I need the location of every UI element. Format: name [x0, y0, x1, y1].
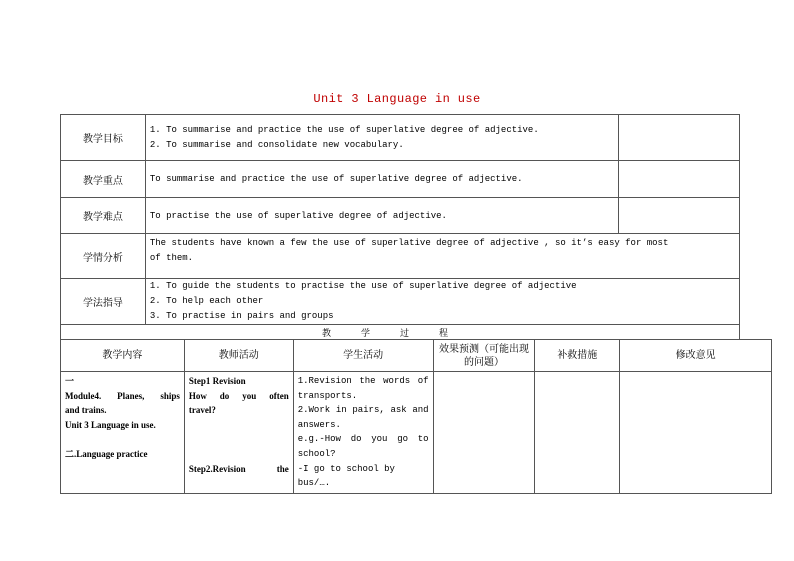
content-line-5 [65, 432, 180, 447]
header-student: 学生活动 [293, 340, 433, 372]
guidance-line-2: 2. To help each other [149, 296, 264, 306]
page-title: Unit 3 Language in use [313, 92, 481, 106]
label-difficulties: 教学难点 [61, 198, 146, 234]
process-body-row [61, 372, 772, 494]
student-line-7: -I go to school by bus/…. [297, 463, 395, 489]
process-header-row [61, 340, 772, 372]
student-line-1: 1.Revision the words of [297, 376, 429, 386]
student-line-3: 2.Work in pairs, ask and [297, 405, 429, 416]
content-cell [61, 372, 185, 494]
row-process-title [61, 325, 740, 340]
teacher-line-4 [189, 418, 289, 433]
process-title: 教学过程 [61, 325, 740, 340]
teacher-line-3: travel? [188, 405, 216, 416]
remedy-cell [535, 372, 620, 494]
process-table [60, 339, 772, 494]
header-remedy: 补救措施 [535, 340, 620, 372]
revision-cell [620, 372, 772, 494]
content-line-4: Unit 3 Language in use. [65, 419, 156, 430]
label-goals: 教学目标 [61, 115, 146, 161]
label-key-points: 教学重点 [61, 161, 146, 198]
goals-content [145, 115, 618, 161]
student-line-4: answers. [297, 419, 341, 430]
row-analysis [61, 234, 740, 279]
effect-cell [433, 372, 535, 494]
guidance-content [145, 279, 739, 325]
student-line-6: school? [297, 448, 336, 459]
header-effect [433, 340, 535, 372]
goals-line-2: 2. To summarise and consolidate new vocabulary. [149, 139, 404, 150]
key-points-extra [619, 161, 740, 198]
student-line-5: e.g.-How do you go to [297, 434, 429, 445]
difficulties-extra [619, 198, 740, 234]
student-cell [293, 372, 433, 494]
content-line-3: and trains. [65, 405, 107, 416]
row-difficulties [61, 198, 740, 234]
label-guidance: 学法指导 [61, 279, 146, 325]
header-teacher: 教师活动 [184, 340, 293, 372]
row-guidance [61, 279, 740, 325]
student-line-2: transports. [297, 390, 358, 401]
row-goals [61, 115, 740, 161]
analysis-content [145, 234, 739, 279]
guidance-line-3: 3. To practise in pairs and groups [149, 311, 334, 321]
teacher-cell [184, 372, 293, 494]
label-analysis: 学情分析 [61, 234, 146, 279]
header-revision: 修改意见 [620, 340, 772, 372]
content-line-6: 二.Language practice [65, 448, 148, 459]
lesson-info-table [60, 114, 740, 340]
teacher-line-1: Step1 Revision [188, 376, 246, 386]
teacher-line-5 [189, 432, 289, 447]
goals-extra [619, 115, 740, 161]
analysis-line-1: The students have known a few the use of superlative degree of adjective , so it’s easy for most [149, 238, 669, 248]
row-key-points [61, 161, 740, 198]
goals-line-1: 1. To summarise and practice the use of superlative degree of adjective. [149, 124, 539, 135]
teacher-line-7: Step2.Revision the [188, 463, 289, 474]
difficulties-content: To practise the use of superlative degree of adjective. [145, 198, 618, 234]
analysis-line-2: of them. [149, 253, 194, 263]
key-points-content: To summarise and practice the use of superlative degree of adjective. [145, 161, 618, 198]
header-effect-line-2: 的问题） [463, 356, 504, 368]
teacher-line-6 [189, 447, 289, 462]
header-content: 教学内容 [61, 340, 185, 372]
guidance-line-1: 1. To guide the students to practise the use of superlative degree of adjective [149, 281, 577, 291]
content-line-1: 一 [65, 376, 75, 386]
header-effect-line-1: 效果预测（可能出现 [438, 343, 529, 355]
content-line-2: Module4. Planes, ships [65, 390, 180, 401]
teacher-line-2: How do you often [188, 390, 289, 401]
